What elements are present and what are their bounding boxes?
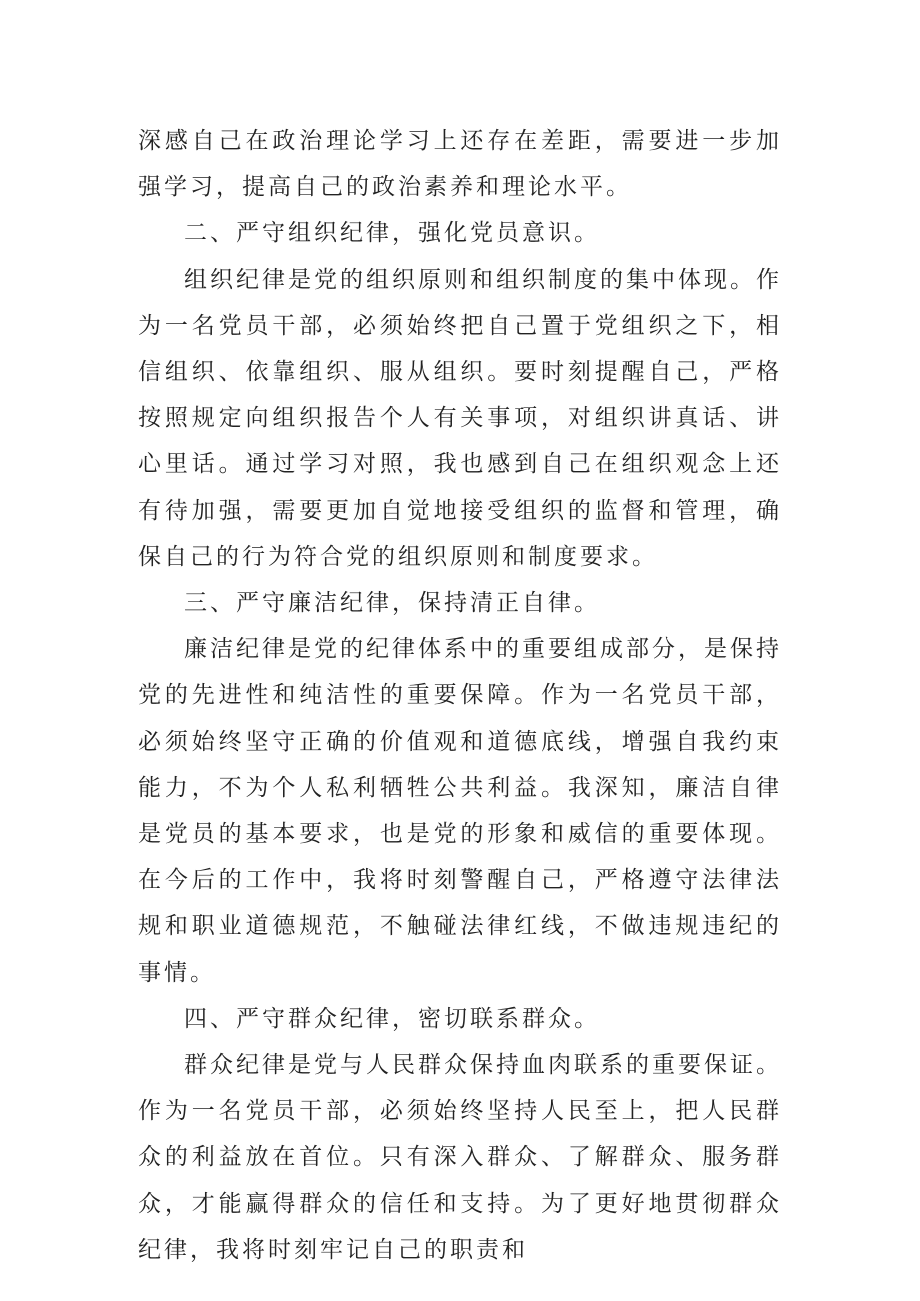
- paragraph-organization-discipline: 组织纪律是党的组织原则和组织制度的集中体现。作为一名党员干部，必须始终把自己置于党组织之下，相信组织、依靠组织、服从组织。要时刻提醒自己，严格按照规定向组织报告个人有关事项，对组织讲真话、讲心里话。通过学习对照，我也感到自己在组织观念上还有待加强，需要更加自觉地接受组织的监督和管理，确保自己的行为符合党的组织原则和制度要求。: [138, 266, 782, 570]
- section-heading-4: 四、严守群众纪律，密切联系群众。: [184, 1005, 600, 1032]
- paragraph-integrity-discipline: 廉洁纪律是党的纪律体系中的重要组成部分，是保持党的先进性和纯洁性的重要保障。作为一名党员干部，必须始终坚守正确的价值观和道德底线，增强自我约束能力，不为个人私利牺牲公共利益。我深知，廉洁自律是党员的基本要求，也是党的形象和威信的重要体现。在今后的工作中，我将时刻警醒自己，严格遵守法律法规和职业道德规范，不触碰法律红线，不做违规违纪的事情。: [138, 636, 782, 986]
- document-body: [138, 118, 782, 1273]
- paragraph-mass-discipline: 群众纪律是党与人民群众保持血肉联系的重要保证。作为一名党员干部，必须始终坚持人民至上，把人民群众的利益放在首位。只有深入群众、了解群众、服务群众，才能赢得群众的信任和支持。为了更好地贯彻群众纪律，我将时刻牢记自己的职责和: [138, 1052, 782, 1263]
- section-heading-2: 二、严守组织纪律，强化党员意识。: [184, 220, 600, 247]
- paragraph-continuation: 深感自己在政治理论学习上还存在差距，需要进一步加强学习，提高自己的政治素养和理论水平。: [138, 128, 782, 201]
- section-heading-3: 三、严守廉洁纪律，保持清正自律。: [184, 590, 600, 617]
